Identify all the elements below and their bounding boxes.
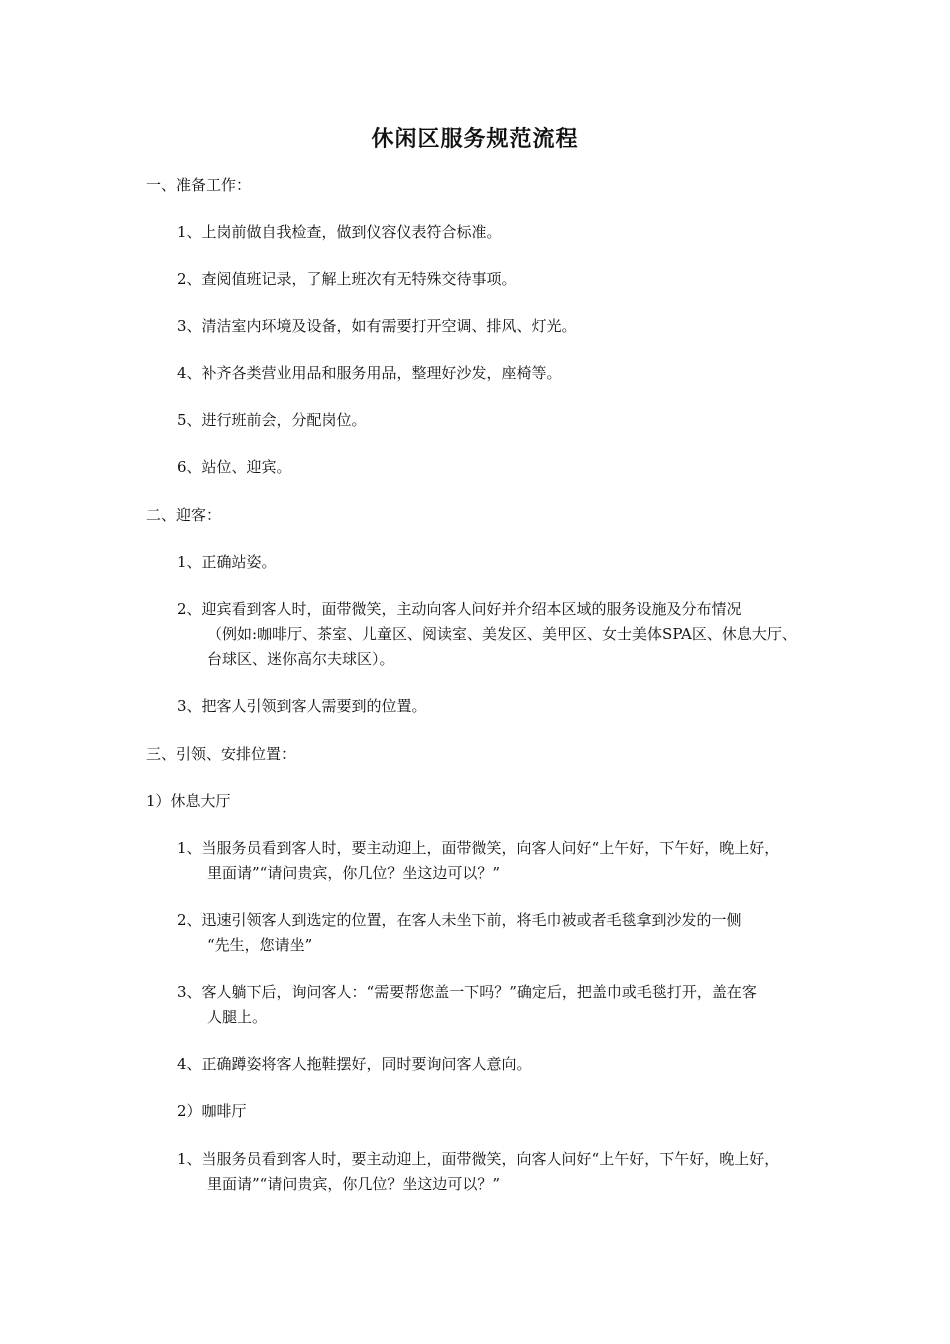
list-item-continuation: “先生，您请坐” [207,936,313,954]
section-heading-preparation: 一、准备工作： [146,176,252,194]
list-item: 5、进行班前会，分配岗位。 [177,411,367,429]
list-item: 2、查阅值班记录，了解上班次有无特殊交待事项。 [177,270,517,288]
list-item: 1、上岗前做自我检查，做到仪容仪表符合标准。 [177,223,502,241]
list-item: 6、站位、迎宾。 [177,458,292,476]
section-heading-greeting: 二、迎客： [146,506,222,524]
list-item: 4、补齐各类营业用品和服务用品，整理好沙发，座椅等。 [177,364,562,382]
list-item: 4、正确蹲姿将客人拖鞋摆好，同时要询问客人意向。 [177,1055,532,1073]
list-item: 2、迅速引领客人到选定的位置，在客人未坐下前，将毛巾被或者毛毯拿到沙发的一侧 [177,911,742,929]
list-item-continuation: 台球区、迷你高尔夫球区）。 [207,650,395,668]
subsection-heading-lounge: 1）休息大厅 [146,792,231,810]
list-item-continuation: （例如:咖啡厅、茶室、儿童区、阅读室、美发区、美甲区、女士美体SPA区、休息大厅、 [207,625,797,643]
list-item: 3、客人躺下后，询问客人：“需要帮您盖一下吗？”确定后，把盖巾或毛毯打开，盖在客 [177,983,757,1001]
section-heading-guiding: 三、引领、安排位置： [146,745,297,763]
list-item-continuation: 里面请”“请问贵宾，你几位？坐这边可以？” [207,1175,501,1193]
list-item: 1、当服务员看到客人时，要主动迎上，面带微笑，向客人问好“上午好，下午好，晚上好， [177,1150,780,1168]
list-item: 2、迎宾看到客人时，面带微笑，主动向客人问好并介绍本区域的服务设施及分布情况 [177,600,742,618]
list-item-continuation: 里面请”“请问贵宾，你几位？坐这边可以？” [207,864,501,882]
subsection-heading-cafe: 2）咖啡厅 [177,1102,247,1120]
list-item: 3、把客人引领到客人需要到的位置。 [177,697,427,715]
list-item: 3、清洁室内环境及设备，如有需要打开空调、排风、灯光。 [177,317,577,335]
page-title: 休闲区服务规范流程 [371,127,579,152]
list-item: 1、当服务员看到客人时，要主动迎上，面带微笑，向客人问好“上午好，下午好，晚上好， [177,839,780,857]
list-item-continuation: 人腿上。 [207,1008,268,1026]
list-item: 1、正确站姿。 [177,553,277,571]
